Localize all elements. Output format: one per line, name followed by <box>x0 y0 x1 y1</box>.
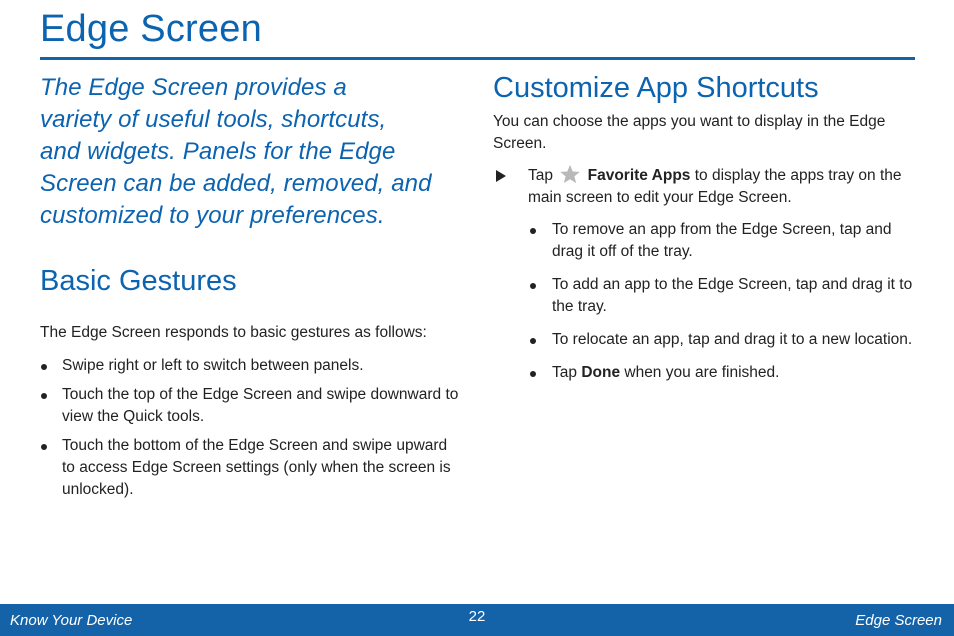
left-column <box>40 72 460 232</box>
star-icon <box>559 164 581 184</box>
right-column <box>493 72 923 384</box>
list-item <box>40 435 460 501</box>
intro-paragraph <box>40 72 460 232</box>
page-footer <box>0 604 954 636</box>
bullet-icon <box>41 393 47 399</box>
list-item <box>529 329 915 351</box>
step-prefix: Tap <box>528 167 553 184</box>
bullet-icon <box>41 444 47 450</box>
list-item <box>40 384 460 428</box>
page-title: Edge Screen <box>40 8 262 50</box>
step-arrow-icon <box>496 170 506 182</box>
bullet-icon <box>41 364 47 370</box>
list-item-text: Touch the top of the Edge Screen and swipe downward to view the Quick tools. <box>62 386 459 425</box>
intro-line: The Edge Screen provides a <box>40 74 347 101</box>
list-item-text: To remove an app from the Edge Screen, tap and drag it off of the tray. <box>552 221 892 260</box>
basic-gestures-lead: The Edge Screen responds to basic gestures as follows: <box>40 324 427 341</box>
done-label: Done <box>581 364 621 381</box>
basic-gestures-list <box>40 355 460 501</box>
list-item <box>529 362 915 384</box>
basic-gestures-heading: Basic Gestures <box>40 265 237 297</box>
list-item <box>40 355 460 377</box>
list-item-text: To add an app to the Edge Screen, tap and drag it to the tray. <box>552 276 913 315</box>
intro-line: customized to your preferences. <box>40 202 385 229</box>
intro-line: Screen can be added, removed, and <box>40 170 432 197</box>
list-item-prefix: Tap <box>552 364 577 381</box>
bullet-icon <box>530 338 536 344</box>
list-item <box>529 219 915 263</box>
list-item-text: Touch the bottom of the Edge Screen and swipe upward to access Edge Screen settings (only when the screen is unlocked). <box>62 437 451 498</box>
list-item-text: To relocate an app, tap and drag it to a new location. <box>552 331 913 348</box>
customize-sub-list <box>529 219 915 384</box>
bullet-icon <box>530 283 536 289</box>
page-number: 22 <box>468 608 486 625</box>
title-divider <box>40 57 915 60</box>
basic-gestures-section <box>40 322 460 501</box>
intro-line: and widgets. Panels for the Edge <box>40 138 396 165</box>
customize-lead: You can choose the apps you want to display in the Edge Screen. <box>493 113 886 152</box>
bullet-icon <box>530 371 536 377</box>
instruction-step <box>493 164 913 209</box>
customize-shortcuts-heading: Customize App Shortcuts <box>493 72 819 104</box>
bullet-icon <box>530 228 536 234</box>
footer-chapter-label: Edge Screen <box>855 612 942 629</box>
footer-section-label: Know Your Device <box>10 612 133 629</box>
intro-line: variety of useful tools, shortcuts, <box>40 106 387 133</box>
step-suffix: to display the apps tray on the main screen to edit your Edge Screen. <box>528 167 902 206</box>
favorite-apps-label: Favorite Apps <box>587 167 691 184</box>
list-item-suffix: when you are finished. <box>624 364 780 381</box>
list-item-text: Swipe right or left to switch between panels. <box>62 357 364 374</box>
list-item <box>529 274 915 318</box>
